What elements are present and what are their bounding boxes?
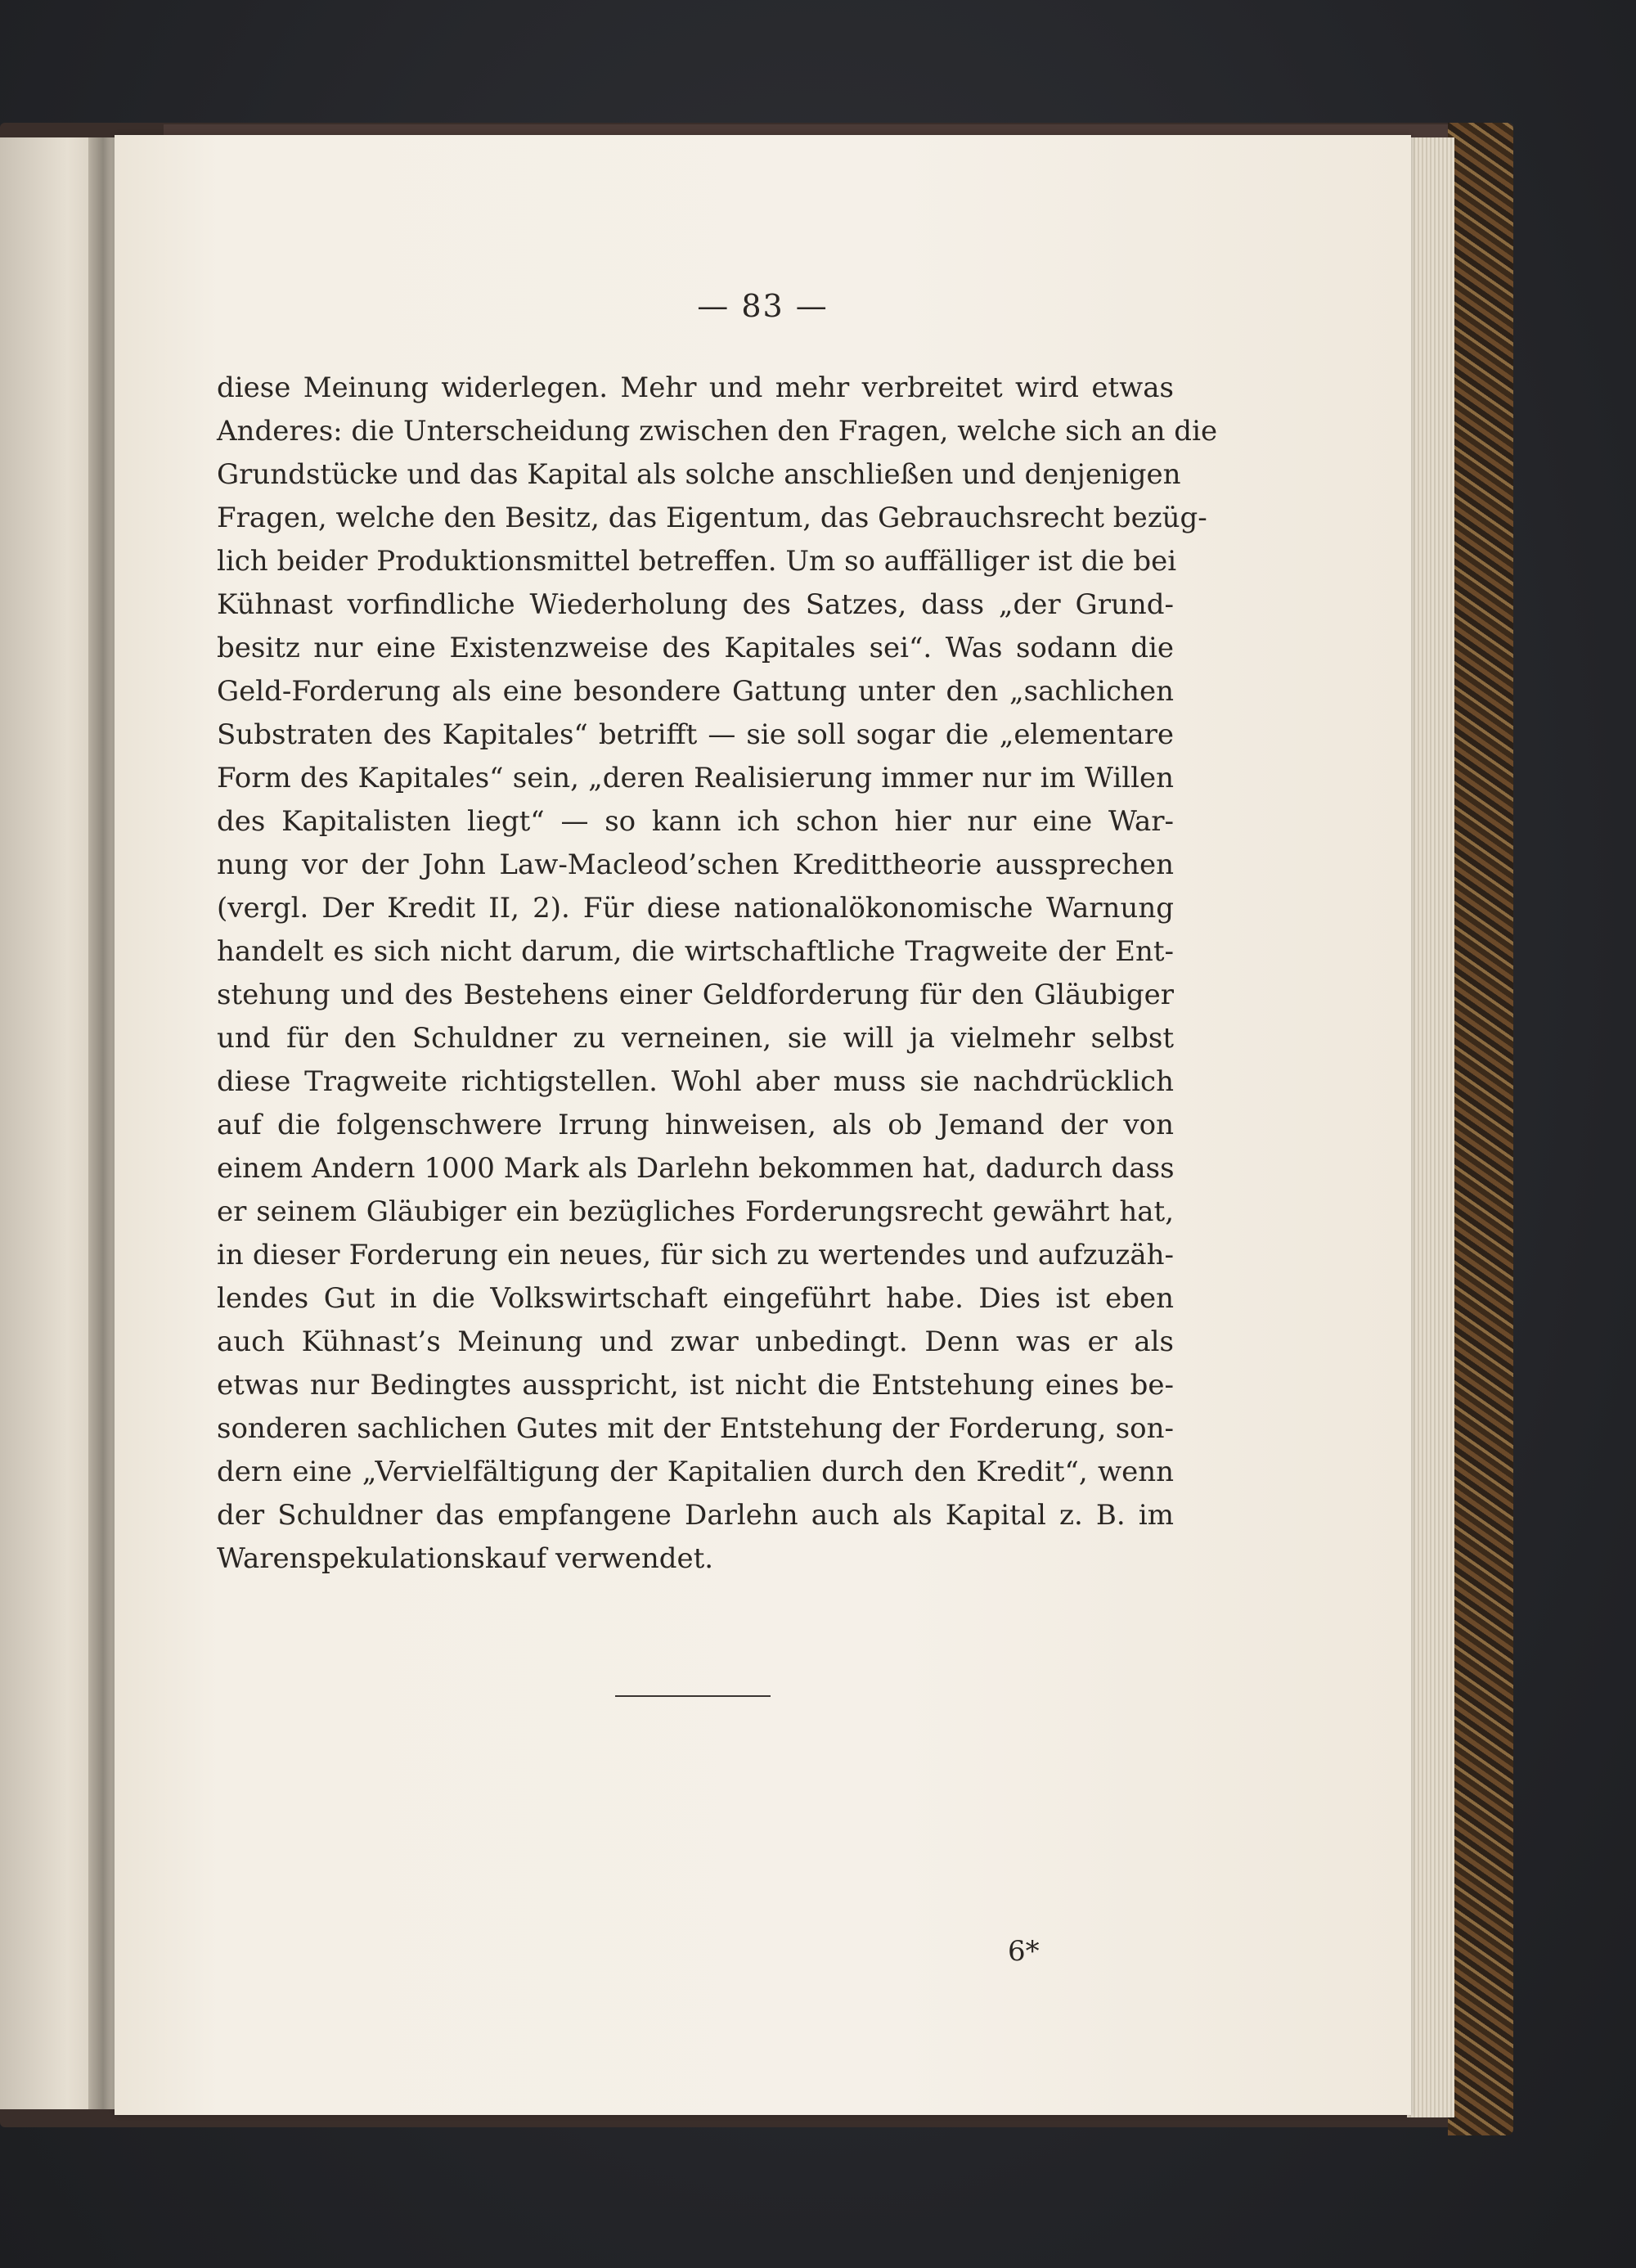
text-line: Geld-Forderung als eine besondere Gattung unter den „sachlichen xyxy=(217,675,1174,708)
text-line: auch Kühnast’s Meinung und zwar unbedingt. Denn was er als xyxy=(217,1325,1174,1358)
text-line: Substraten des Kapitales“ betrifft — sie soll sogar die „elementare xyxy=(217,718,1174,751)
text-line: Warenspekulationskauf verwendet. xyxy=(217,1542,714,1575)
text-line: diese Tragweite richtigstellen. Wohl aber muss sie nachdrücklich xyxy=(217,1065,1174,1098)
text-line: Anderes: die Unterscheidung zwischen den Fragen, welche sich an die xyxy=(217,415,1218,448)
text-line: lich beider Produktionsmittel betreffen. Um so auffälliger ist die bei xyxy=(217,545,1177,578)
text-line: in dieser Forderung ein neues, für sich zu wertendes und aufzuzäh- xyxy=(217,1239,1174,1271)
text-line: einem Andern 1000 Mark als Darlehn bekommen hat, dadurch dass xyxy=(217,1152,1175,1185)
text-line: er seinem Gläubiger ein bezügliches Forderungsrecht gewährt hat, xyxy=(217,1195,1174,1228)
left-page-edge xyxy=(0,137,97,2109)
text-line: Fragen, welche den Besitz, das Eigentum, das Gebrauchsrecht bezüg- xyxy=(217,502,1207,534)
body-text xyxy=(217,367,1218,1581)
text-line: etwas nur Bedingtes ausspricht, ist nicht die Entstehung eines be- xyxy=(217,1369,1174,1402)
text-line: dern eine „Vervielfältigung der Kapitalien durch den Kredit“, wenn xyxy=(217,1456,1174,1488)
text-line: des Kapitalisten liegt“ — so kann ich schon hier nur eine War- xyxy=(217,805,1174,838)
text-line: und für den Schuldner zu verneinen, sie will ja vielmehr selbst xyxy=(217,1022,1174,1055)
page-stack-edge xyxy=(1407,137,1454,2117)
text-line: sonderen sachlichen Gutes mit der Entstehung der Forderung, son- xyxy=(217,1412,1174,1445)
text-line: auf die folgenschwere Irrung hinweisen, als ob Jemand der von xyxy=(217,1109,1174,1141)
text-line: besitz nur eine Existenzweise des Kapitales sei“. Was sodann die xyxy=(217,632,1174,664)
text-line: Kühnast vorfindliche Wiederholung des Satzes, dass „der Grund- xyxy=(217,588,1174,621)
text-line: Form des Kapitales“ sein, „deren Realisierung immer nur im Willen xyxy=(217,762,1174,794)
text-line: Grundstücke und das Kapital als solche anschließen und denjenigen xyxy=(217,458,1181,491)
page-number: — 83 — xyxy=(697,288,829,324)
marbled-board-edge xyxy=(1448,123,1513,2135)
text-line: lendes Gut in die Volkswirtschaft eingeführt habe. Dies ist eben xyxy=(217,1282,1174,1315)
text-line: handelt es sich nicht darum, die wirtschaftliche Tragweite der Ent- xyxy=(217,935,1174,968)
signature-mark: 6* xyxy=(1008,1935,1040,1968)
text-line: nung vor der John Law-Macleod’schen Kredittheorie aussprechen xyxy=(217,848,1174,881)
text-line: stehung und des Bestehens einer Geldforderung für den Gläubiger xyxy=(217,979,1174,1011)
text-line: (vergl. Der Kredit II, 2). Für diese nationalökonomische Warnung xyxy=(217,892,1174,925)
text-line: diese Meinung widerlegen. Mehr und mehr verbreitet wird etwas xyxy=(217,371,1174,404)
section-end-rule xyxy=(615,1695,771,1697)
text-line: der Schuldner das empfangene Darlehn auch als Kapital z. B. im xyxy=(217,1499,1174,1532)
